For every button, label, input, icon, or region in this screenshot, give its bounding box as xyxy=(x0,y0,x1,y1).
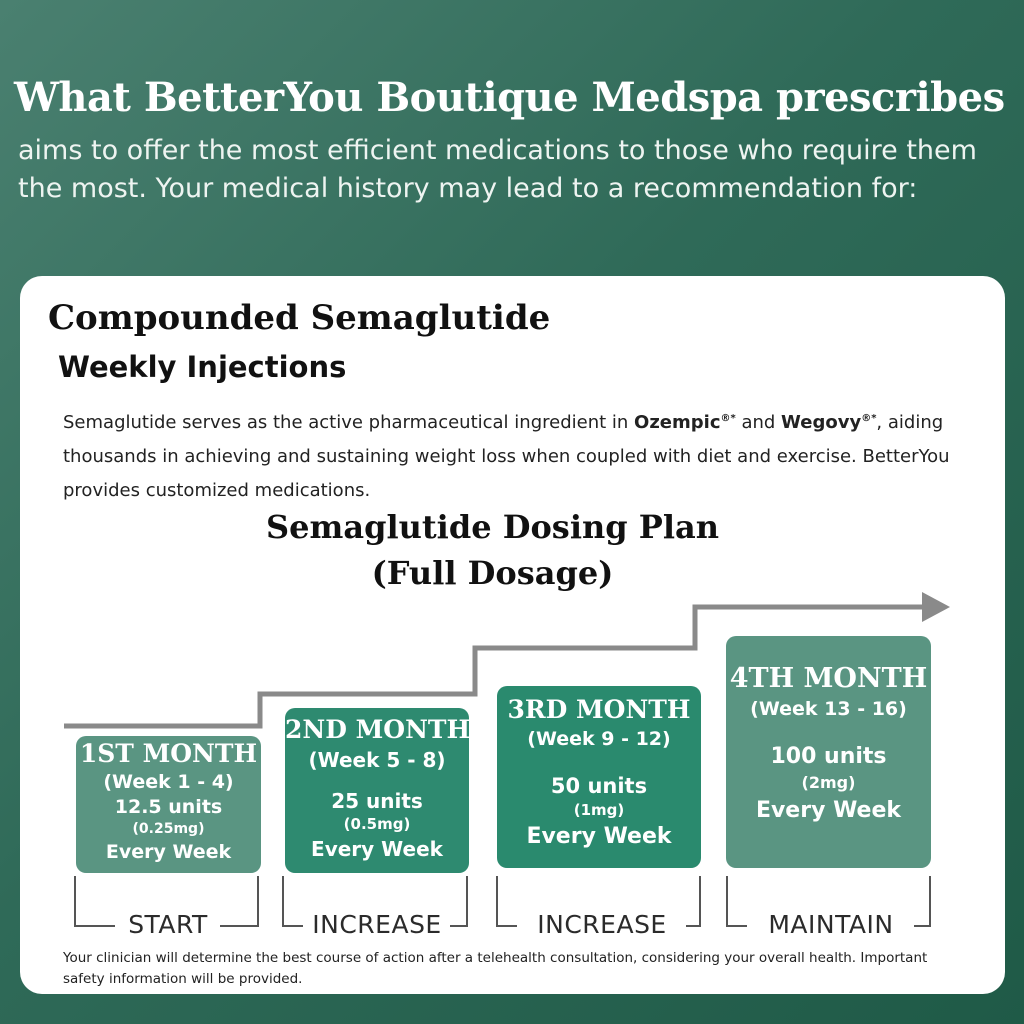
step-units: 50 units xyxy=(550,774,648,798)
step-arrow-icon xyxy=(20,276,1005,994)
step-weeks: (Week 1 - 4) xyxy=(103,771,234,793)
brand-wegovy: Wegovy®* xyxy=(781,412,877,433)
step-mg: (0.25mg) xyxy=(132,821,205,837)
plan-title-line1: Semaglutide Dosing Plan xyxy=(266,508,719,546)
step-month-label: 2ND MONTH xyxy=(285,715,471,744)
step-mg: (1mg) xyxy=(573,801,625,819)
step-units: 12.5 units xyxy=(114,796,223,818)
step-frequency: Every Week xyxy=(755,798,902,823)
step-frequency: Every Week xyxy=(526,824,672,849)
step-mg: (0.5mg) xyxy=(343,815,411,833)
step-frequency: Every Week xyxy=(105,841,232,863)
card-title: Compounded Semaglutide xyxy=(48,298,551,338)
step-month-2 xyxy=(285,708,469,873)
step-month-4 xyxy=(726,636,931,868)
description-part3: , aiding thousands in achieving and sustaining weight loss when coupled with diet and exercise. BetterYou provides customized medications. xyxy=(63,412,950,501)
step-month-1 xyxy=(76,736,261,873)
brand-ozempic: Ozempic®* xyxy=(634,412,736,433)
dosing-steps xyxy=(20,276,1005,994)
description-part1: Semaglutide serves as the active pharmaceutical ingredient in xyxy=(63,412,635,433)
plan-title-line2: (Full Dosage) xyxy=(371,554,614,592)
footnote: Your clinician will determine the best course of action after a telehealth consultation, considering your overall health. Important safety information will be provided. xyxy=(63,950,928,987)
stage-label-increase-1: INCREASE xyxy=(304,910,450,939)
step-month-label: 3RD MONTH xyxy=(507,695,691,724)
step-month-label: 4TH MONTH xyxy=(729,663,928,694)
step-month-label: 1ST MONTH xyxy=(79,739,258,768)
step-mg: (2mg) xyxy=(801,773,856,792)
step-frequency: Every Week xyxy=(311,837,443,861)
step-units: 100 units xyxy=(770,744,887,769)
card-subtitle: Weekly Injections xyxy=(58,350,347,384)
headline: What BetterYou Boutique Medspa prescribes xyxy=(14,74,1005,121)
stage-label-maintain: MAINTAIN xyxy=(748,910,914,939)
step-weeks: (Week 9 - 12) xyxy=(527,728,671,750)
step-weeks: (Week 13 - 16) xyxy=(750,698,907,720)
semaglutide-card xyxy=(20,276,1005,994)
step-units: 25 units xyxy=(331,789,423,813)
step-month-3 xyxy=(497,686,701,868)
stage-label-start: START xyxy=(116,910,220,939)
step-weeks: (Week 5 - 8) xyxy=(308,748,446,772)
intro-text: aims to offer the most efficient medications to those who require them the most. Your medical history may lead to a recommendation for: xyxy=(18,135,977,204)
stage-label-increase-2: INCREASE xyxy=(518,910,686,939)
description-part2: and xyxy=(735,412,782,433)
